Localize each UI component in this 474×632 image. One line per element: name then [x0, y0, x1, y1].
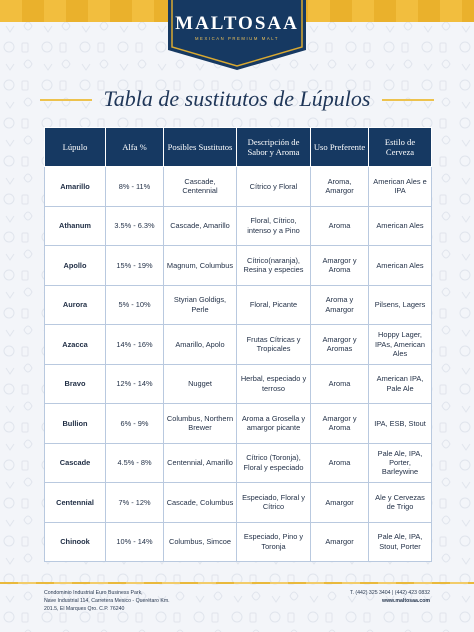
alpha-value: 6% - 9%: [106, 404, 164, 444]
preferred-use: Aroma y Amargor: [311, 285, 369, 325]
beer-style: Pilsens, Lagers: [369, 285, 432, 325]
preferred-use: Amargor y Aromas: [311, 325, 369, 365]
alpha-value: 5% - 10%: [106, 285, 164, 325]
beer-style: American Ales: [369, 246, 432, 286]
alpha-value: 10% - 14%: [106, 522, 164, 562]
beer-style: American IPA, Pale Ale: [369, 364, 432, 404]
alpha-value: 12% - 14%: [106, 364, 164, 404]
hop-name: Chinook: [45, 522, 106, 562]
flavor-description: Aroma a Grosella y amargor picante: [237, 404, 311, 444]
flavor-description: Especiado, Pino y Toronja: [237, 522, 311, 562]
table-row: [45, 483, 432, 523]
hop-name: Athanum: [45, 206, 106, 246]
preferred-use: Aroma: [311, 364, 369, 404]
beer-style: American Ales e IPA: [369, 167, 432, 207]
table-row: [45, 522, 432, 562]
alpha-value: 14% - 16%: [106, 325, 164, 365]
header-style: Estilo de Cerveza: [369, 128, 432, 167]
preferred-use: Amargor: [311, 483, 369, 523]
substitutes: Magnum, Columbus: [164, 246, 237, 286]
website-link[interactable]: www.maltosaa.com: [382, 598, 430, 604]
substitutes: Columbus, Northern Brewer: [164, 404, 237, 444]
substitutes: Columbus, Simcoe: [164, 522, 237, 562]
phone-numbers: T. (442) 325 3404 | (442) 423 0832: [349, 590, 430, 596]
table-row: [45, 364, 432, 404]
table-row: [45, 206, 432, 246]
table-row: [45, 404, 432, 444]
hop-name: Centennial: [45, 483, 106, 523]
address-line: Nave Industrial 114, Carretera Mexico - Querétaro Km.: [44, 598, 170, 604]
substitutes: Styrian Goldigs, Perle: [164, 285, 237, 325]
substitutes: Cascade, Centennial: [164, 167, 237, 207]
preferred-use: Amargor: [311, 522, 369, 562]
substitutes: Nugget: [164, 364, 237, 404]
beer-style: Pale Ale, IPA, Stout, Porter: [369, 522, 432, 562]
flavor-description: Especiado, Floral y Cítrico: [237, 483, 311, 523]
hop-name: Apollo: [45, 246, 106, 286]
flavor-description: Herbal, especiado y terroso: [237, 364, 311, 404]
flavor-description: Frutas Cítricas y Tropicales: [237, 325, 311, 365]
header-hop: Lúpulo: [45, 128, 106, 167]
flavor-description: Floral, Cítrico, intenso y a Pino: [237, 206, 311, 246]
beer-style: Ale y Cervezas de Trigo: [369, 483, 432, 523]
footer-address: [44, 589, 170, 613]
preferred-use: Aroma: [311, 443, 369, 483]
address-line: Condominio Industrial Euro Business Park,: [44, 590, 143, 596]
substitutes: Cascade, Amarillo: [164, 206, 237, 246]
substitutes: Amarillo, Apolo: [164, 325, 237, 365]
header-description: Descripción de Sabor y Aroma: [237, 128, 311, 167]
brand-tagline: MEXICAN PREMIUM MALT: [194, 36, 280, 41]
flavor-description: Cítrico (Toronja), Floral y especiado: [237, 443, 311, 483]
flavor-description: Cítrico y Floral: [237, 167, 311, 207]
flavor-description: Cítrico(naranja), Resina y especies: [237, 246, 311, 286]
header-use: Uso Preferente: [311, 128, 369, 167]
substitutes: Centennial, Amarillo: [164, 443, 237, 483]
footer-contact: [350, 589, 430, 605]
beer-style: American Ales: [369, 206, 432, 246]
table-row: [45, 325, 432, 365]
header-substitutes: Posibles Sustitutos: [164, 128, 237, 167]
table-row: [45, 443, 432, 483]
preferred-use: Aroma: [311, 206, 369, 246]
header-alpha: Alfa %: [106, 128, 164, 167]
page-title: Tabla de sustitutos de Lúpulos: [103, 86, 371, 111]
alpha-value: 3.5% - 6.3%: [106, 206, 164, 246]
brand-name: MALTOSAA: [175, 13, 299, 34]
preferred-use: Amargor y Aroma: [311, 246, 369, 286]
flavor-description: Floral, Picante: [237, 285, 311, 325]
table-row: [45, 285, 432, 325]
hop-name: Bullion: [45, 404, 106, 444]
alpha-value: 15% - 19%: [106, 246, 164, 286]
preferred-use: Aroma, Amargor: [311, 167, 369, 207]
table-row: [45, 167, 432, 207]
hop-name: Amarillo: [45, 167, 106, 207]
address-line: 201.5, El Marques Qro. C.P. 76240: [44, 606, 125, 612]
table-header-row: [45, 128, 432, 167]
alpha-value: 8% - 11%: [106, 167, 164, 207]
alpha-value: 4.5% - 8%: [106, 443, 164, 483]
footer-gold-rule: [0, 582, 474, 584]
hop-name: Bravo: [45, 364, 106, 404]
substitutes: Cascade, Columbus: [164, 483, 237, 523]
beer-style: IPA, ESB, Stout: [369, 404, 432, 444]
preferred-use: Amargor y Aroma: [311, 404, 369, 444]
alpha-value: 7% - 12%: [106, 483, 164, 523]
hop-name: Aurora: [45, 285, 106, 325]
table-row: [45, 246, 432, 286]
hop-name: Azacca: [45, 325, 106, 365]
beer-style: Hoppy Lager, IPAs, American Ales: [369, 325, 432, 365]
hop-name: Cascade: [45, 443, 106, 483]
hops-substitutes-table: [44, 127, 432, 562]
brand-logo: [168, 0, 306, 70]
beer-style: Pale Ale, IPA, Porter, Barleywine: [369, 443, 432, 483]
